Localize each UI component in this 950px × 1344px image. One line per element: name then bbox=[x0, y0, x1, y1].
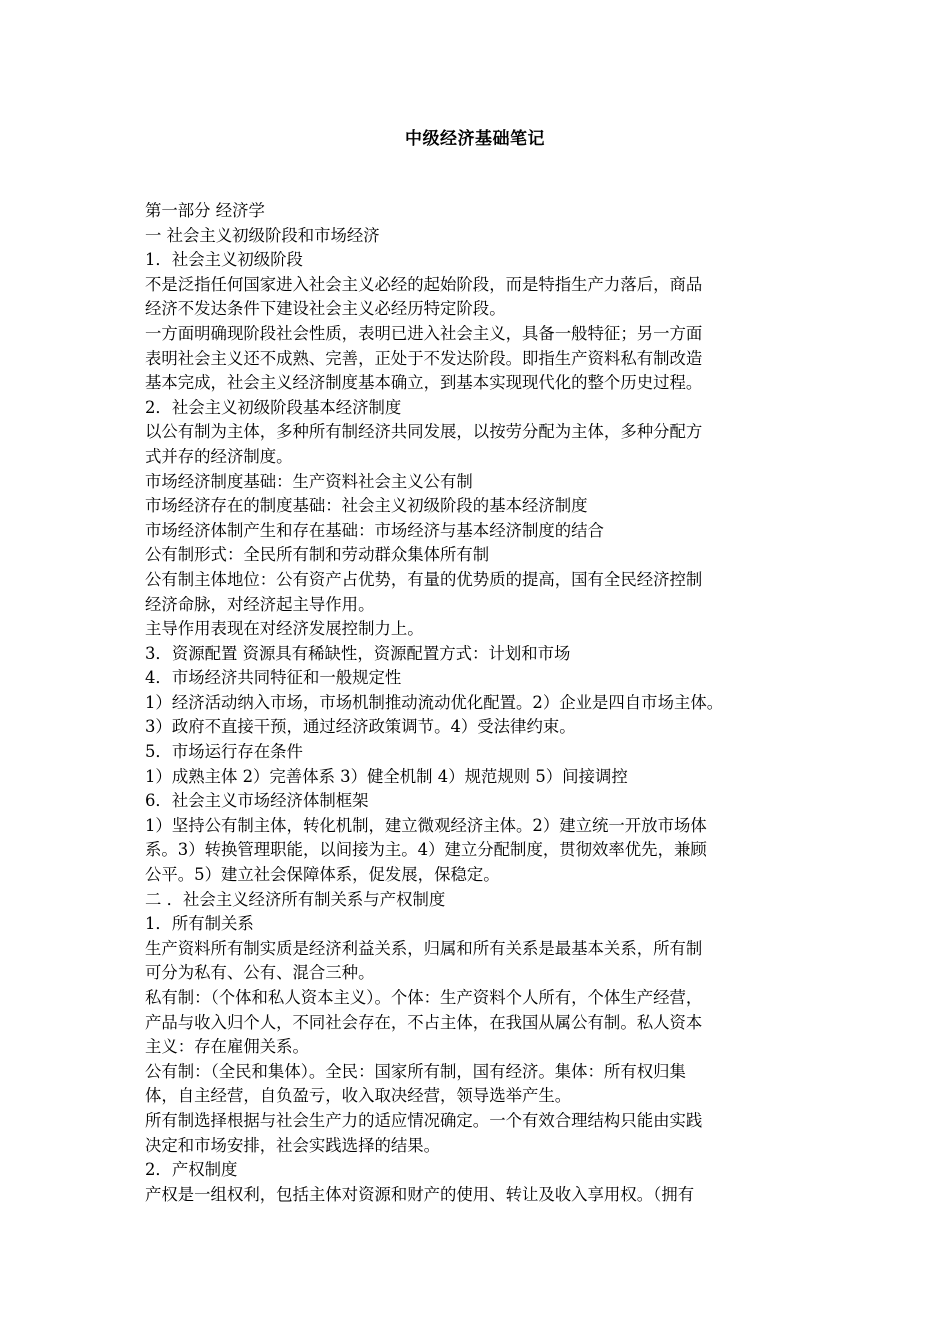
text-line: 系。3）转换管理职能，以间接为主。4）建立分配制度，贯彻效率优先，兼顾 bbox=[145, 840, 707, 860]
text-line: 公有制主体地位：公有资产占优势，有量的优势质的提高，国有全民经济控制 bbox=[145, 569, 703, 589]
text-line: 5．市场运行存在条件 bbox=[145, 742, 303, 762]
text-line: 主导作用表现在对经济发展控制力上。 bbox=[145, 619, 424, 639]
document-title: 中级经济基础笔记 bbox=[405, 129, 545, 149]
text-line: 1．所有制关系 bbox=[145, 914, 254, 934]
text-line: 4．市场经济共同特征和一般规定性 bbox=[145, 668, 402, 688]
text-line: 经济命脉，对经济起主导作用。 bbox=[145, 594, 375, 614]
text-line: 主义：存在雇佣关系。 bbox=[145, 1037, 309, 1057]
text-line: 私有制：（个体和私人资本主义）。个体：生产资料个人所有，个体生产经营， bbox=[145, 988, 703, 1007]
text-line: 1）坚持公有制主体，转化机制，建立微观经济主体。2）建立统一开放市场体 bbox=[145, 815, 707, 835]
text-line: 式并存的经济制度。 bbox=[145, 446, 293, 466]
text-line: 产品与收入归个人，不同社会存在，不占主体，在我国从属公有制。私人资本 bbox=[145, 1012, 703, 1032]
text-line: 公有制：（全民和集体）。全民：国家所有制，国有经济。集体：所有权归集 bbox=[145, 1061, 686, 1081]
text-line: 体，自主经营，自负盈亏，收入取决经营，领导选举产生。 bbox=[145, 1086, 572, 1106]
text-line: 表明社会主义还不成熟、完善，正处于不发达阶段。即指生产资料私有制改造 bbox=[145, 348, 703, 368]
text-line: 可分为私有、公有、混合三种。 bbox=[145, 963, 375, 983]
text-line: 所有制选择根据与社会生产力的适应情况确定。一个有效合理结构只能由实践 bbox=[145, 1110, 703, 1130]
text-line: 1．社会主义初级阶段 bbox=[145, 250, 303, 270]
text-line: 产权是一组权利，包括主体对资源和财产的使用、转让及收入享用权。（拥有 bbox=[145, 1184, 695, 1204]
text-line: 1）成熟主体 2）完善体系 3）健全机制 4）规范规则 5）间接调控 bbox=[145, 766, 628, 786]
text-line: 3）政府不直接干预，通过经济政策调节。4）受法律约束。 bbox=[145, 717, 576, 737]
text-line: 基本完成，社会主义经济制度基本确立，到基本实现现代化的整个历史过程。 bbox=[145, 373, 703, 393]
text-line: 二 ．社会主义经济所有制关系与产权制度 bbox=[145, 889, 446, 909]
text-line: 公平。5）建立社会保障体系，促发展，保稳定。 bbox=[145, 865, 500, 885]
text-line: 第一部分 经济学 bbox=[145, 201, 265, 220]
document-body bbox=[145, 199, 817, 1207]
text-line: 一 社会主义初级阶段和市场经济 bbox=[145, 225, 380, 245]
text-line: 公有制形式：全民所有制和劳动群众集体所有制 bbox=[145, 545, 490, 565]
text-line: 市场经济制度基础：生产资料社会主义公有制 bbox=[145, 471, 473, 491]
text-line: 一方面明确现阶段社会性质，表明已进入社会主义，具备一般特征；另一方面 bbox=[145, 323, 703, 343]
text-line: 决定和市场安排，社会实践选择的结果。 bbox=[145, 1135, 441, 1155]
text-line: 6．社会主义市场经济体制框架 bbox=[145, 791, 369, 811]
text-line: 2．产权制度 bbox=[145, 1160, 238, 1180]
text-line: 生产资料所有制实质是经济利益关系，归属和所有关系是最基本关系，所有制 bbox=[145, 938, 703, 958]
text-line: 不是泛指任何国家进入社会主义必经的起始阶段，而是特指生产力落后，商品 bbox=[145, 274, 703, 294]
text-line: 1）经济活动纳入市场，市场机制推动流动优化配置。2）企业是四自市场主体。 bbox=[145, 692, 724, 712]
text-line: 3．资源配置 资源具有稀缺性，资源配置方式：计划和市场 bbox=[145, 643, 571, 663]
text-line: 经济不发达条件下建设社会主义必经历特定阶段。 bbox=[145, 299, 506, 319]
text-line: 市场经济体制产生和存在基础：市场经济与基本经济制度的结合 bbox=[145, 520, 604, 540]
text-line: 以公有制为主体，多种所有制经济共同发展，以按劳分配为主体，多种分配方 bbox=[145, 422, 703, 442]
text-line: 市场经济存在的制度基础：社会主义初级阶段的基本经济制度 bbox=[145, 496, 588, 516]
text-line: 2．社会主义初级阶段基本经济制度 bbox=[145, 397, 402, 417]
